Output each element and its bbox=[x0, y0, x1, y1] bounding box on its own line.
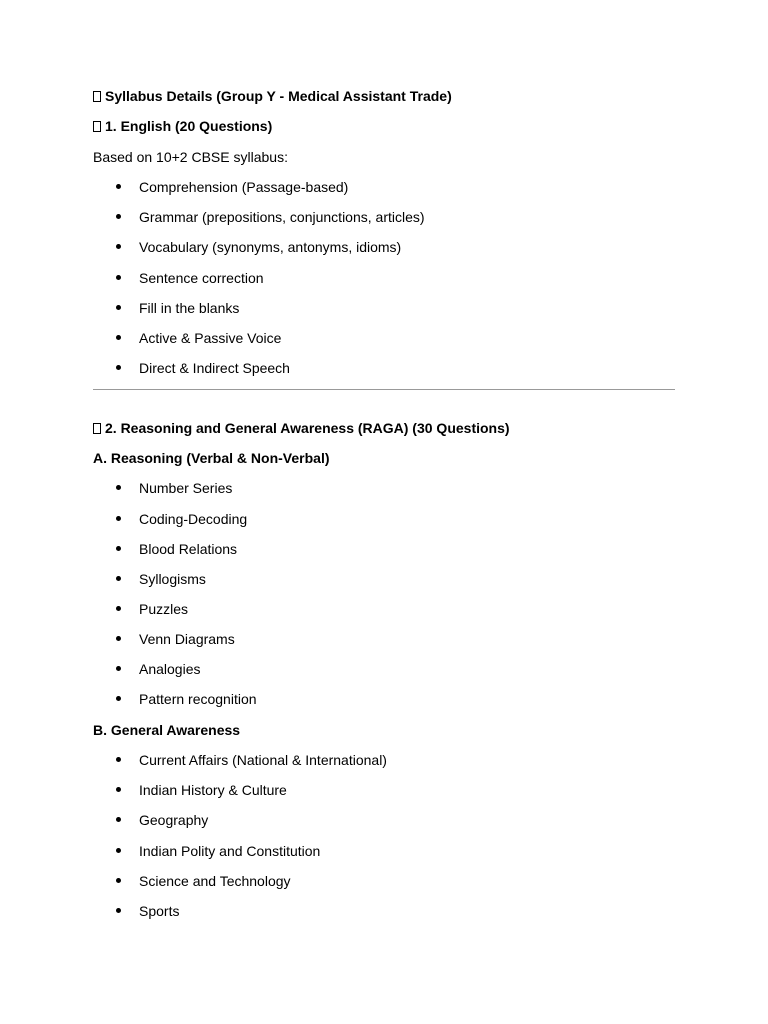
section-heading-reasoning-text: 2. Reasoning and General Awareness (RAGA) (30 Questions) bbox=[105, 420, 510, 436]
subsection-heading-general-awareness: B. General Awareness bbox=[93, 722, 241, 738]
bullet-icon bbox=[116, 335, 121, 340]
bullet-icon bbox=[116, 365, 121, 370]
list-item: Coding-Decoding bbox=[116, 510, 247, 528]
bullet-icon bbox=[116, 546, 121, 551]
bullet-icon bbox=[116, 576, 121, 581]
list-item: Indian History & Culture bbox=[116, 781, 287, 799]
bullet-icon bbox=[116, 636, 121, 641]
bullet-icon bbox=[116, 214, 121, 219]
bullet-icon bbox=[116, 848, 121, 853]
list-item: Venn Diagrams bbox=[116, 630, 235, 648]
list-item: Active & Passive Voice bbox=[116, 329, 281, 347]
bullet-icon bbox=[116, 696, 121, 701]
bullet-icon bbox=[116, 878, 121, 883]
box-glyph-icon bbox=[93, 423, 101, 434]
list-item: Blood Relations bbox=[116, 540, 237, 558]
list-item: Science and Technology bbox=[116, 872, 291, 890]
bullet-icon bbox=[116, 244, 121, 249]
bullet-icon bbox=[116, 666, 121, 671]
bullet-icon bbox=[116, 516, 121, 521]
subsection-heading-reasoning: A. Reasoning (Verbal & Non-Verbal) bbox=[93, 450, 330, 466]
horizontal-divider bbox=[93, 389, 675, 390]
list-item: Vocabulary (synonyms, antonyms, idioms) bbox=[116, 238, 401, 256]
list-item: Puzzles bbox=[116, 600, 188, 618]
bullet-icon bbox=[116, 275, 121, 280]
list-item: Sports bbox=[116, 902, 179, 920]
document-title bbox=[93, 87, 452, 105]
list-item: Geography bbox=[116, 811, 208, 829]
list-item: Current Affairs (National & International) bbox=[116, 751, 387, 769]
list-item: Syllogisms bbox=[116, 570, 206, 588]
list-item: Direct & Indirect Speech bbox=[116, 359, 290, 377]
list-item: Indian Polity and Constitution bbox=[116, 842, 320, 860]
bullet-icon bbox=[116, 787, 121, 792]
list-item: Comprehension (Passage-based) bbox=[116, 178, 348, 196]
bullet-icon bbox=[116, 817, 121, 822]
bullet-icon bbox=[116, 757, 121, 762]
bullet-icon bbox=[116, 908, 121, 913]
list-item: Pattern recognition bbox=[116, 690, 257, 708]
document-title-text: Syllabus Details (Group Y - Medical Assistant Trade) bbox=[105, 88, 452, 104]
section-heading-reasoning bbox=[93, 419, 510, 437]
list-item: Grammar (prepositions, conjunctions, articles) bbox=[116, 208, 425, 226]
section-heading-english-text: 1. English (20 Questions) bbox=[105, 118, 273, 134]
bullet-icon bbox=[116, 606, 121, 611]
section-heading-english bbox=[93, 117, 272, 135]
list-item: Sentence correction bbox=[116, 269, 264, 287]
bullet-icon bbox=[116, 485, 121, 490]
box-glyph-icon bbox=[93, 91, 101, 102]
bullet-icon bbox=[116, 184, 121, 189]
box-glyph-icon bbox=[93, 121, 101, 132]
english-intro: Based on 10+2 CBSE syllabus: bbox=[93, 149, 288, 165]
list-item: Number Series bbox=[116, 479, 232, 497]
list-item: Fill in the blanks bbox=[116, 299, 239, 317]
list-item: Analogies bbox=[116, 660, 201, 678]
bullet-icon bbox=[116, 305, 121, 310]
